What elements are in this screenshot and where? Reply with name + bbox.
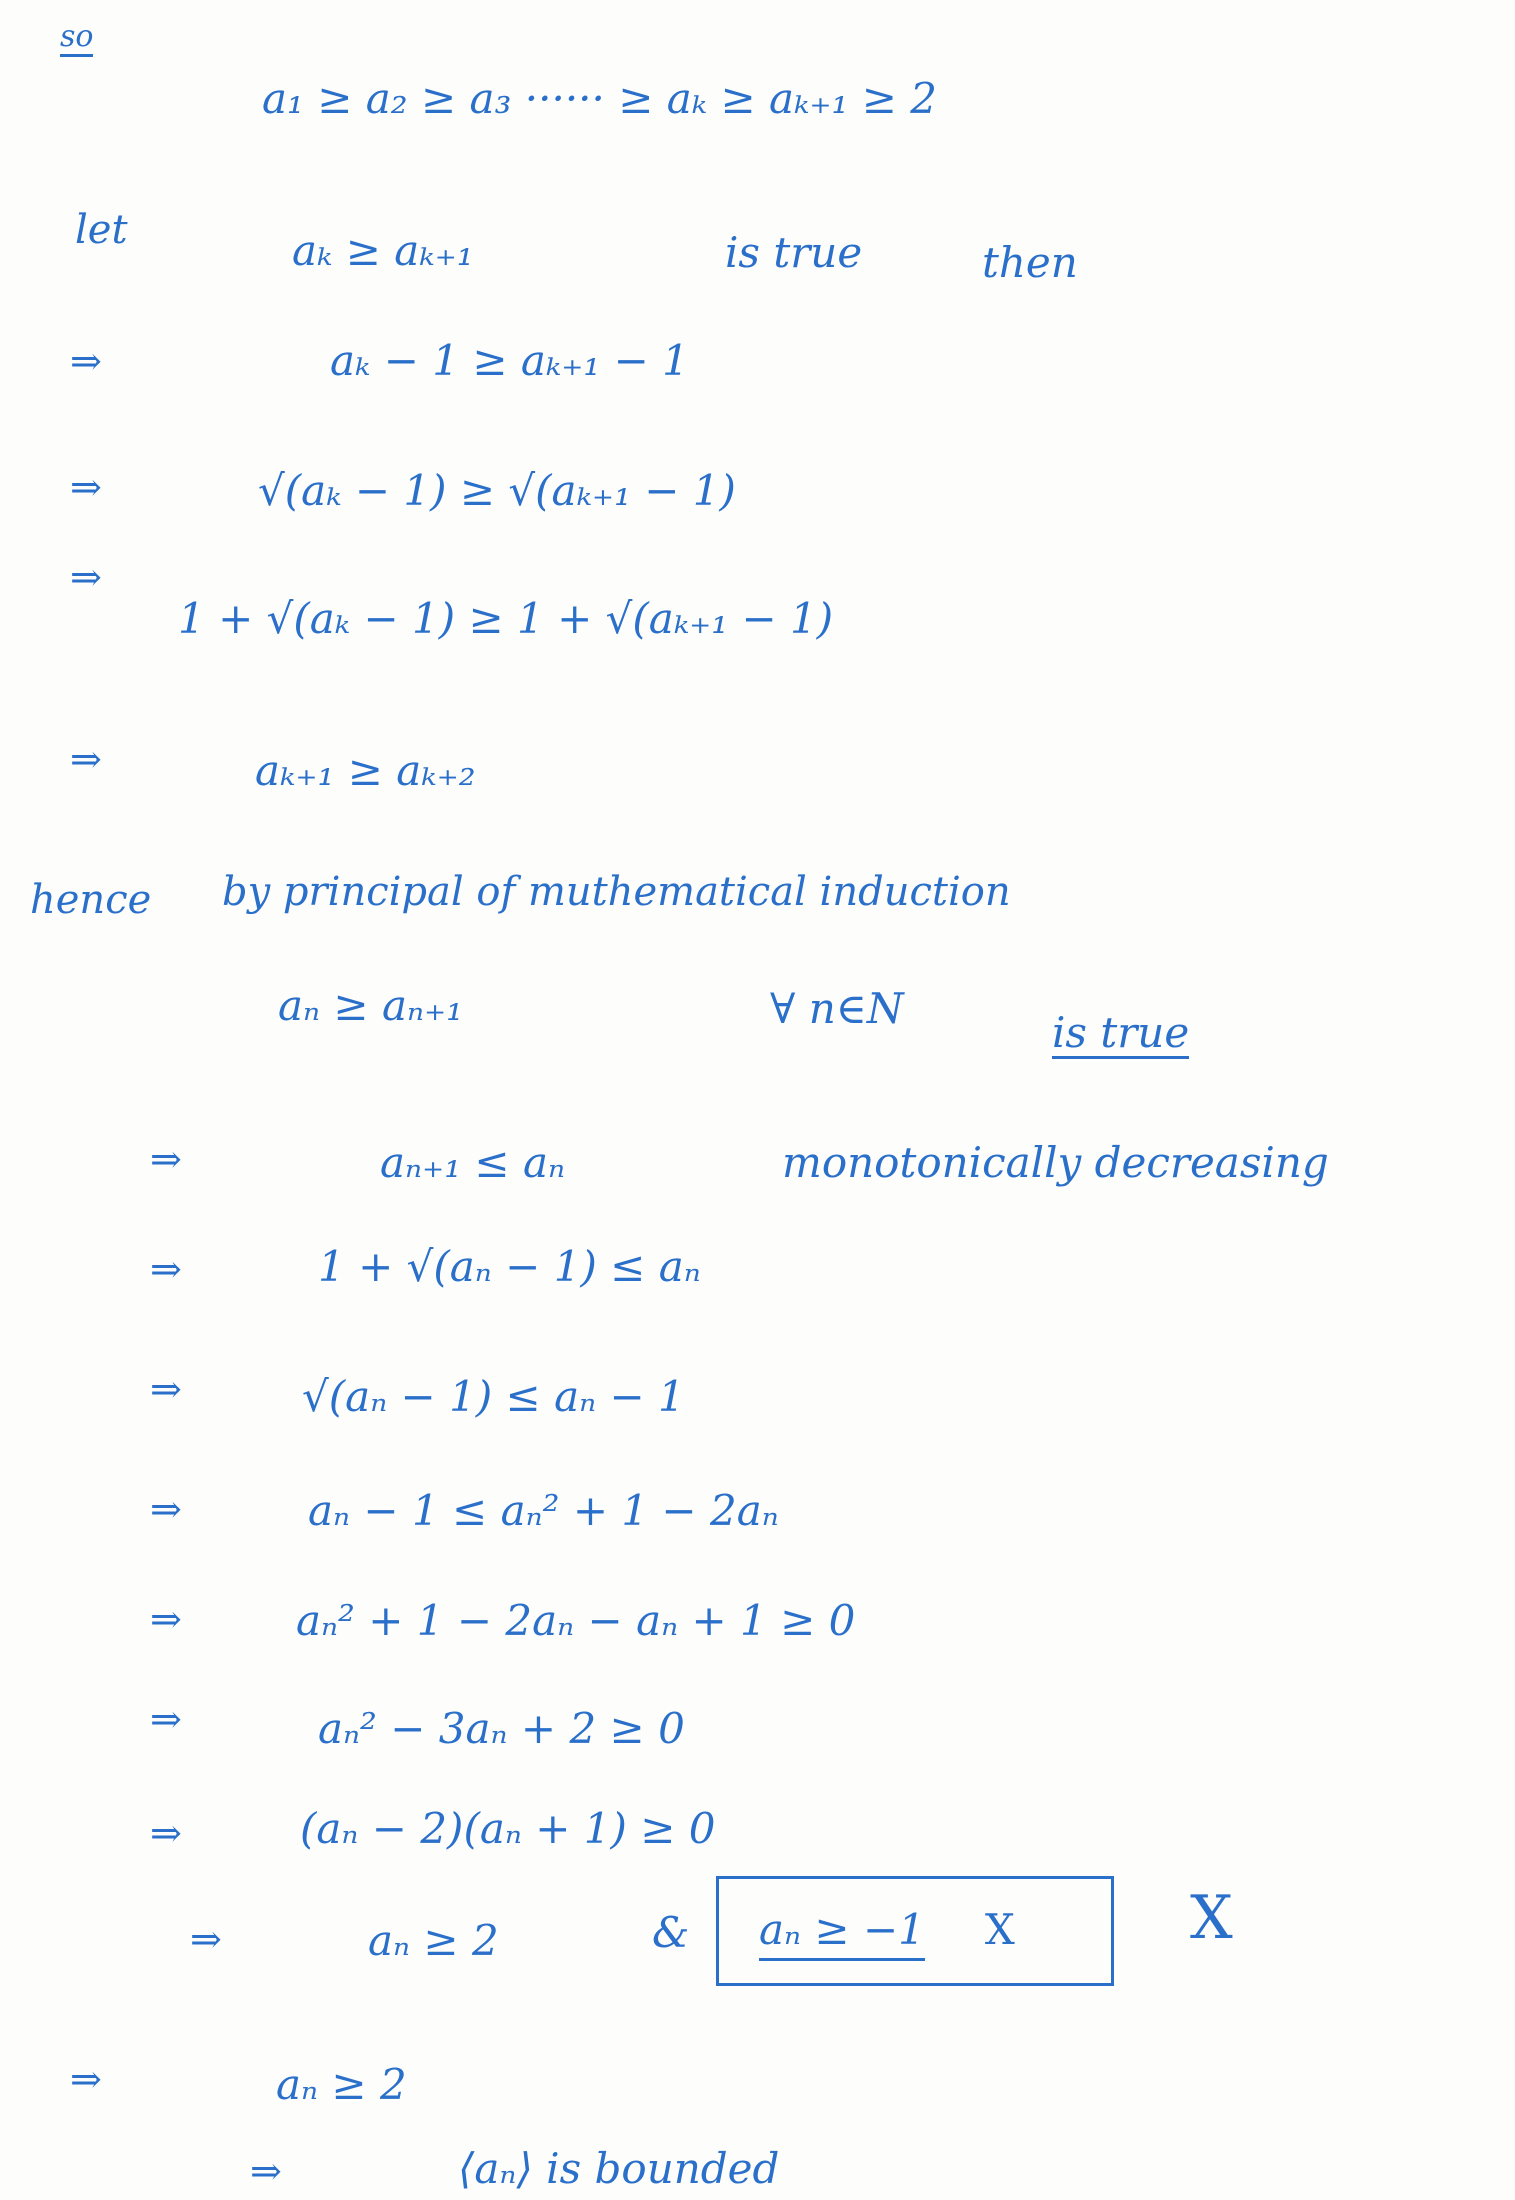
root-bound: aₙ ≥ 2 bbox=[368, 1916, 499, 1965]
implies-arrow: ⇒ bbox=[150, 1487, 182, 1531]
lower-bound: aₙ ≥ 2 bbox=[276, 2060, 407, 2109]
implies-arrow: ⇒ bbox=[70, 737, 102, 781]
cross-mark: X bbox=[1190, 1883, 1233, 1953]
implies-arrow: ⇒ bbox=[70, 555, 102, 599]
implies-arrow: ⇒ bbox=[70, 2057, 102, 2101]
for-all-n: ∀ n∈N bbox=[770, 984, 904, 1033]
step-add-one: 1 + √(aₖ − 1) ≥ 1 + √(aₖ₊₁ − 1) bbox=[178, 594, 834, 643]
step-subtract-one: aₖ − 1 ≥ aₖ₊₁ − 1 bbox=[330, 336, 689, 385]
rejected-mark: X bbox=[984, 1905, 1015, 1954]
implies-arrow: ⇒ bbox=[150, 1137, 182, 1181]
induction-statement: by principal of muthematical induction bbox=[222, 869, 1011, 915]
implies-arrow: ⇒ bbox=[70, 465, 102, 509]
monotonically-decreasing: monotonically decreasing bbox=[782, 1138, 1329, 1187]
step-conclusion: aₖ₊₁ ≥ aₖ₊₂ bbox=[255, 746, 476, 795]
implies-arrow: ⇒ bbox=[150, 1367, 182, 1411]
implies-arrow: ⇒ bbox=[250, 2149, 282, 2193]
implies-arrow: ⇒ bbox=[150, 1811, 182, 1855]
hypothesis: aₖ ≥ aₖ₊₁ bbox=[292, 226, 474, 275]
root-inequality: √(aₙ − 1) ≤ aₙ − 1 bbox=[302, 1372, 685, 1421]
rejected-case-box bbox=[716, 1876, 1114, 1986]
hypothesis-true: is true bbox=[725, 228, 863, 277]
squared-inequality: aₙ − 1 ≤ aₙ² + 1 − 2aₙ bbox=[308, 1486, 779, 1535]
inequality-chain: a₁ ≥ a₂ ≥ a₃ ······ ≥ aₖ ≥ aₖ₊₁ ≥ 2 bbox=[262, 74, 937, 123]
rejected-case: aₙ ≥ −1 bbox=[759, 1905, 925, 1961]
decreasing-inequality: aₙ₊₁ ≤ aₙ bbox=[380, 1138, 566, 1187]
implies-arrow: ⇒ bbox=[150, 1697, 182, 1741]
result-true: is true bbox=[1052, 1008, 1190, 1057]
recurrence-inequality: 1 + √(aₙ − 1) ≤ aₙ bbox=[318, 1242, 701, 1291]
implies-arrow: ⇒ bbox=[70, 339, 102, 383]
bounded-conclusion: ⟨aₙ⟩ is bounded bbox=[458, 2144, 780, 2193]
implies-arrow: ⇒ bbox=[150, 1247, 182, 1291]
implies-arrow: ⇒ bbox=[190, 1917, 222, 1961]
step-square-root: √(aₖ − 1) ≥ √(aₖ₊₁ − 1) bbox=[258, 466, 736, 515]
quadratic-inequality: aₙ² − 3aₙ + 2 ≥ 0 bbox=[318, 1704, 685, 1753]
hypothesis-then: then bbox=[982, 238, 1078, 287]
induction-result: aₙ ≥ aₙ₊₁ bbox=[278, 981, 464, 1030]
hence-label: hence bbox=[30, 877, 152, 923]
let-label: let bbox=[75, 207, 128, 253]
implies-arrow: ⇒ bbox=[150, 1597, 182, 1641]
factored-inequality: (aₙ − 2)(aₙ + 1) ≥ 0 bbox=[300, 1804, 716, 1853]
and-symbol: & bbox=[652, 1908, 690, 1957]
header-mark: so bbox=[60, 22, 93, 57]
rearranged-inequality: aₙ² + 1 − 2aₙ − aₙ + 1 ≥ 0 bbox=[296, 1596, 856, 1645]
